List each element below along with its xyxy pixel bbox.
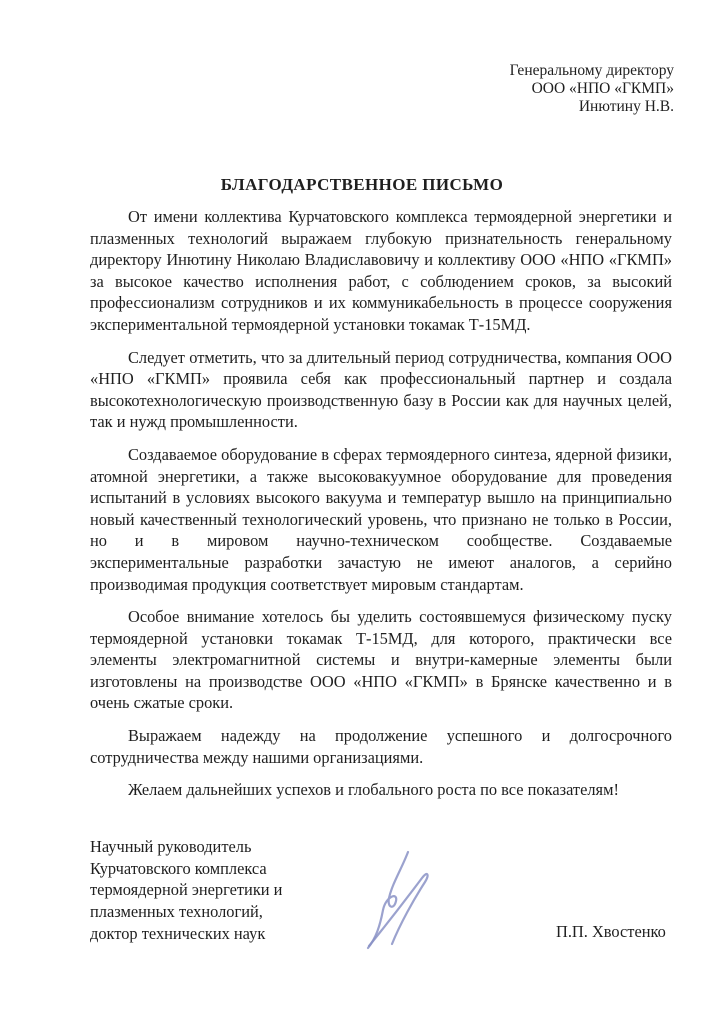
signer-role-line: Научный руководитель bbox=[90, 837, 252, 856]
handwritten-signature-ink bbox=[352, 846, 447, 954]
signer-role-block bbox=[90, 836, 282, 945]
recipient-line-person: Инютину Н.В. bbox=[578, 98, 674, 116]
paragraph-2: Следует отметить, что за длительный период сотрудничества, компания ООО «НПО «ГКМП» проявила себя как профессиональный партнер и создала высокотехнологическую производственную базу в России как для научных целей, так и нужд промышленности. bbox=[90, 347, 672, 432]
paragraph-3: Создаваемое оборудование в сферах термоядерного синтеза, ядерной физики, атомной энергетики, а также высоковакуумное оборудование для проведения испытаний в условиях высокого вакуума и температур вышло на принципиально новый качественный технологический уровень, что признано не только в России, но и в мировом научно-техническом сообществе. Создаваемые экспериментальные разработки зачастую не имеют аналогов, а серийно производимая продукция соответствует мировым стандартам. bbox=[90, 444, 672, 594]
signer-role-line: доктор технических наук bbox=[90, 923, 266, 943]
signature-stroke-1 bbox=[368, 852, 408, 948]
signer-role-line: термоядерной энергетики и bbox=[90, 880, 283, 900]
recipient-line-company: ООО «НПО «ГКМП» bbox=[531, 80, 674, 98]
paragraph-5: Выражаем надежду на продолжение успешного и долгосрочного сотрудничества между нашими организациями. bbox=[90, 726, 672, 767]
letter-title: БЛАГОДАРСТВЕННОЕ ПИСЬМО bbox=[220, 175, 504, 194]
signer-name: П.П. Хвостенко bbox=[556, 922, 666, 941]
paragraph-1: От имени коллектива Курчатовского комплекса термоядерной энергетики и плазменных технологий выражаем глубокую признательность генеральному директору Инютину Николаю Владиславовичу и коллективу ООО «НПО «ГКМП» за высокое качество исполнения работ, с соблюдением сроков, за высокий профессионализм сотрудников и их коммуникабельность в процессе сооружения экспериментальной термоядерной установки токамак Т-15МД. bbox=[90, 207, 672, 334]
letter-body bbox=[90, 206, 672, 812]
signer-role-line: Курчатовского комплекса bbox=[90, 858, 267, 878]
paragraph-6: Желаем дальнейших успехов и глобального роста по все показателям! bbox=[128, 780, 619, 800]
signature-stroke-2 bbox=[369, 874, 428, 946]
paragraph-4: Особое внимание хотелось бы уделить состоявшемуся физическому пуску термоядерной установки токамак Т-15МД, для которого, практически все элементы электромагнитной системы и внутри-камерные элементы были изготовлены на производстве ООО «НПО «ГКМП» в Брянске качественно и в очень сжатые сроки. bbox=[90, 607, 672, 713]
recipient-block bbox=[510, 62, 674, 117]
signer-role-line: плазменных технологий, bbox=[90, 902, 263, 922]
recipient-line-role: Генеральному директору bbox=[509, 62, 674, 79]
